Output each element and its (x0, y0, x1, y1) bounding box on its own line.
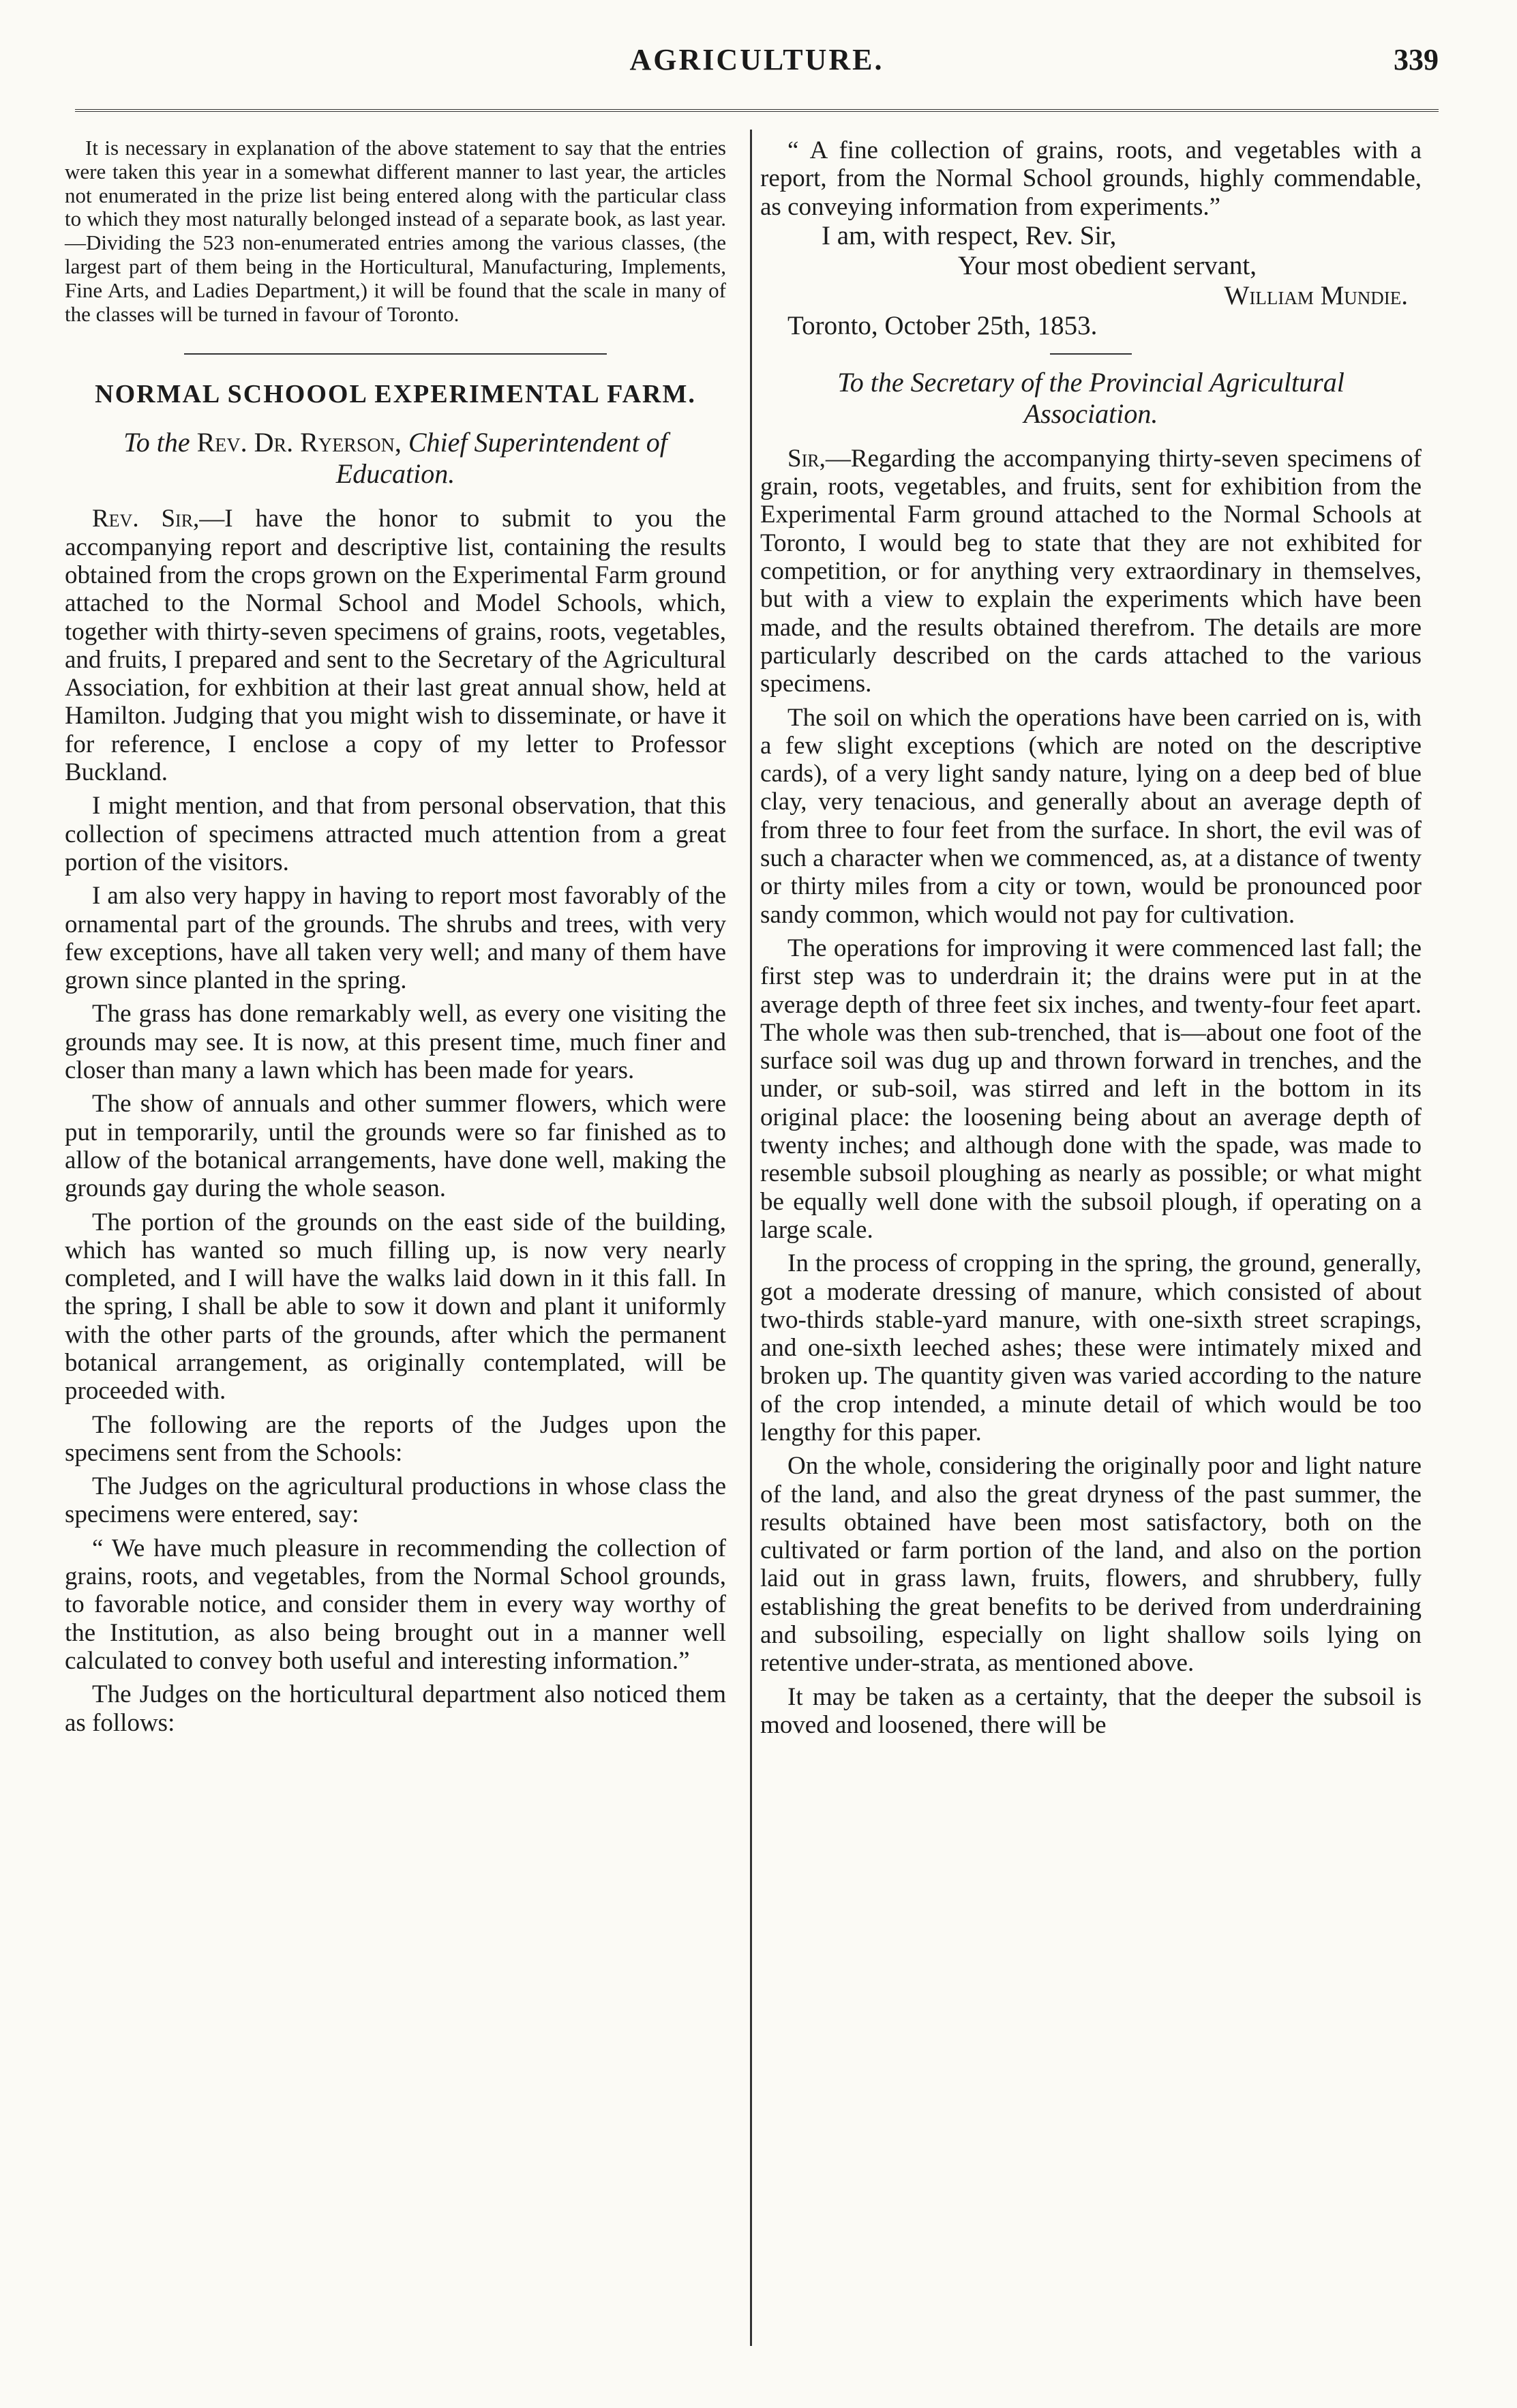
section-title: NORMAL SCHOOOL EXPERIMENTAL FARM. (95, 380, 696, 409)
letter-paragraph (65, 505, 726, 786)
right-column (760, 136, 1422, 1739)
header-rule (75, 109, 1439, 112)
closing-line: Your most obedient servant, (958, 250, 1257, 280)
signature-name: William Mundie. (1224, 280, 1408, 310)
letter-paragraph: On the whole, considering the originally poor and light nature of the land, and also the great dryness of the past summer, the results obtained have been most satisfactory, both on the cultivated or farm portion of the land, and also on the portion laid out in grass lawn, fruits, flowers, and shrubbery, fully establishing the great benefits to be derived from underdraining and subsoiling, especially on light shallow soils lying on retentive under-strata, as mentioned above. (760, 1452, 1422, 1678)
letter-paragraph: The soil on which the operations have been carried on is, with a few slight exceptions (which are noted on the descriptive cards), of a very light sandy nature, lying on a deep bed of blue clay, very tenacious, and generally about an average depth of from three to four feet from the surface. In short, the evil was of such a character when we commenced, as, at a distance of twenty or thirty miles from a city or town, would be pronounced poor sandy common, which would not pay for cultivation. (760, 703, 1422, 929)
letter-paragraph: In the process of cropping in the spring, the ground, generally, got a moderate dressing of manure, which consisted of about two-thirds stable-yard manure, with one-sixth street scrapings, and one-sixth leeched ashes; these were intimately mixed and broken up. The quantity given was varied according to the nature of the crop intended, a minute detail of which would be too lengthy for this paper. (760, 1249, 1422, 1446)
page-header (75, 42, 1439, 90)
explanatory-note: It is necessary in explanation of the above statement to say that the entries were taken this year in a somewhat different manner to last year, the articles not enumerated in the prize list being entered along with the particular class to which they most naturally belonged instead of a separate book, as last year.—Dividing the 523 non-enumerated entries among the various classes, (the largest part of them being in the Horticultural, Manufacturing, Implements, Fine Arts, and Ladies Department,) it will be found that the scale in many of the classes will be turned in favour of Toronto. (65, 136, 726, 326)
letter-separator (1050, 353, 1132, 355)
judges-quote: “ We have much pleasure in recommending the collection of grains, roots, and vegetables, from the Normal School grounds, to favorable notice, and consider them in every way worthy of the Institution, as also being brought out in a manner well calculated to convey both useful and interesting information.” (65, 1534, 726, 1675)
address-line: Association. (1023, 398, 1158, 429)
address-line: To the Secretary of the Provincial Agricultural (837, 366, 1345, 398)
letter-paragraph: I am also very happy in having to report most favorably of the ornamental part of the grounds. The shrubs and trees, with very few exceptions, have all taken very well; and many of them have grown since planted in the spring. (65, 882, 726, 995)
horticultural-quote: “ A fine collection of grains, roots, and vegetables with a report, from the Normal School grounds, highly commendable, as conveying information from experiments.” (760, 136, 1422, 221)
letter-paragraph: I might mention, and that from personal observation, that this collection of specimens attracted much attention from a great portion of the visitors. (65, 792, 726, 876)
letter-paragraph: The operations for improving it were commenced last fall; the first step was to underdrain it; the drains were put in at the average depth of three feet six inches, and twenty-four feet apart. The whole was then sub-trenched, that is—about one foot of the surface soil was dug up and thrown forward in trenches, and the under, or sub-soil, was stirred and left in the bottom in its original place: the loosening being about an average depth of twenty inches; and although done with the spade, was made to resemble subsoil ploughing as nearly as possible; or what might be equally well done with the subsoil plough, if operating on a large scale. (760, 934, 1422, 1244)
letter-paragraph: The Judges on the agricultural productions in whose class the specimens were entered, say: (65, 1472, 726, 1529)
section-separator (184, 353, 607, 355)
letter-address (760, 367, 1422, 430)
letter-address (65, 427, 726, 490)
address-to: To the (123, 427, 190, 458)
letter-paragraph: The portion of the grounds on the east side of the building, which has wanted so much filling up, is now very nearly completed, and I will have the walks laid down in it this fall. In the spring, I shall be able to sow it down and plant it uniformly with the other parts of the grounds, after which the permanent botanical arrangement, as originally contemplated, will be proceeded with. (65, 1208, 726, 1406)
paragraph-text: —I have the honor to submit to you the accompanying report and descriptive list, containing the results obtained from the crops grown on the Experimental Farm ground attached to the Normal School and Model Schools, which, together with thirty-seven specimens of grains, roots, vegetables, and fruits, I prepared and sent to the Secretary of the Agricultural Association, for exhbition at their last great annual show, held at Hamilton. Judging that you might wish to disseminate, or have it for reference, I enclose a copy of my letter to Professor Buckland. (65, 505, 726, 787)
closing-line: I am, with respect, Rev. Sir, (822, 220, 1117, 250)
letter-paragraph: The following are the reports of the Judges upon the specimens sent from the Schools: (65, 1410, 726, 1467)
page-number: 339 (1394, 43, 1439, 76)
salutation: Sir, (787, 444, 826, 473)
salutation: Rev. Sir, (92, 505, 200, 533)
paragraph-text: —Regarding the accompanying thirty-seven specimens of grain, roots, vegetables, and fruits, sent for exhibition from the Experimental Farm ground attached to the Normal Schools at Toronto, I would beg to state that they are not exhibited for competition, or for anything very extraordinary in themselves, but with a view to explain the experiments which have been made, and the results obtained therefrom. The details are more particularly described on the cards attached to the various specimens. (760, 444, 1422, 698)
place-date: Toronto, October 25th, 1853. (787, 310, 1098, 340)
letter-paragraph: The Judges on the horticultural department also noticed them as follows: (65, 1680, 726, 1737)
running-title: AGRICULTURE. (629, 43, 884, 76)
left-column (65, 136, 726, 1737)
letter-paragraph (760, 445, 1422, 698)
address-name: Rev. Dr. Ryerson, (196, 427, 402, 458)
letter-paragraph: The show of annuals and other summer flowers, which were put in temporarily, until the grounds were so far finished as to allow of the botanical arrangements, have done well, making the grounds gay during the whole season. (65, 1090, 726, 1203)
letter-paragraph: It may be taken as a certainty, that the deeper the subsoil is moved and loosened, there will be (760, 1682, 1422, 1739)
letter-paragraph: The grass has done remarkably well, as every one visiting the grounds may see. It is now, at this present time, much finer and closer than many a lawn which has been made for years. (65, 1000, 726, 1085)
column-divider (750, 130, 752, 2346)
address-role: Chief Superintendent of Education. (335, 427, 667, 490)
